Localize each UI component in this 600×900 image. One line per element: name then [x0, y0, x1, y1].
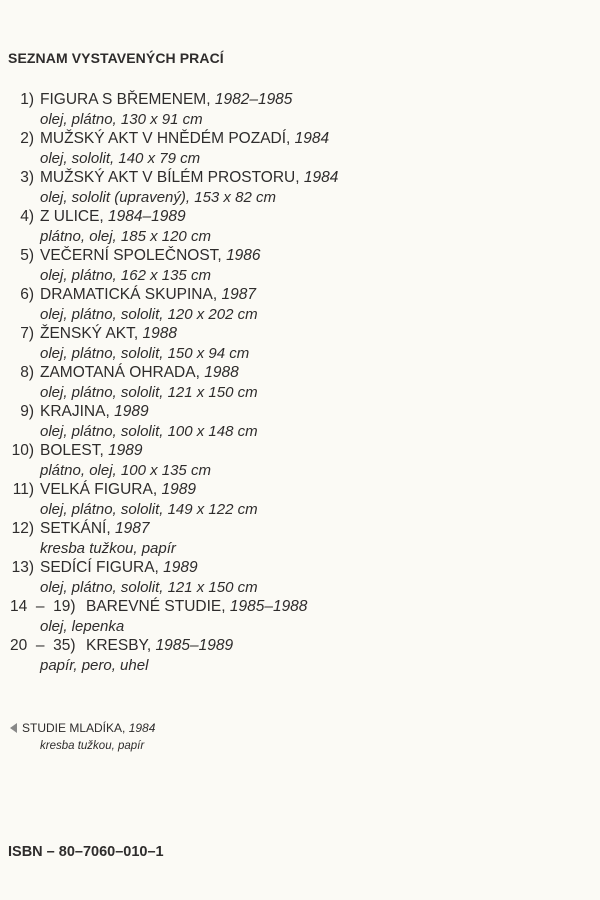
work-name: SEDÍCÍ FIGURA, [40, 559, 159, 576]
work-title-row [0, 168, 560, 188]
work-title [40, 90, 292, 110]
work-number: 4) [20, 208, 34, 225]
work-year: 1988 [142, 325, 177, 342]
work-name: MUŽSKÝ AKT V HNĚDÉM POZADÍ, [40, 130, 291, 147]
work-year: 1988 [204, 364, 239, 381]
work-title-row [0, 636, 560, 656]
work-title-row [0, 558, 560, 578]
work-number: 20 – 35) [10, 637, 76, 654]
work-name: ŽENSKÝ AKT, [40, 325, 139, 342]
work-year: 1989 [108, 442, 143, 459]
work-medium: plátno, olej, 185 x 120 cm [40, 227, 211, 245]
work-medium: olej, plátno, 162 x 135 cm [40, 266, 211, 284]
work-medium: olej, plátno, sololit, 121 x 150 cm [40, 578, 258, 596]
work-title-row [0, 519, 560, 539]
work-medium: olej, sololit (upravený), 153 x 82 cm [40, 188, 276, 206]
work-year: 1989 [161, 481, 196, 498]
work-number: 14 – 19) [10, 598, 76, 615]
work-name: BOLEST, [40, 442, 104, 459]
work-year: 1982–1985 [214, 91, 293, 108]
work-medium: olej, sololit, 140 x 79 cm [40, 149, 201, 167]
work-title-row [0, 402, 560, 422]
work-title [86, 636, 233, 656]
work-name: DRAMATICKÁ SKUPINA, [40, 286, 218, 303]
work-title [40, 402, 149, 422]
work-name: Z ULICE, [40, 208, 104, 225]
work-year: 1985–1988 [229, 598, 308, 615]
work-year: 1984 [303, 169, 339, 186]
work-title [40, 207, 186, 227]
work-title [40, 558, 198, 578]
work-medium: papír, pero, uhel [40, 656, 149, 674]
work-title [40, 363, 239, 383]
works-list [0, 90, 560, 675]
work-title-row [0, 363, 560, 383]
work-medium: olej, plátno, sololit, 120 x 202 cm [40, 305, 258, 323]
work-title [40, 129, 329, 149]
isbn: ISBN – 80–7060–010–1 [8, 844, 164, 860]
work-number: 12) [11, 520, 34, 537]
work-title [40, 480, 196, 500]
work-number: 3) [20, 169, 34, 186]
work-title-row [0, 129, 560, 149]
work-number: 10) [11, 442, 34, 459]
work-title-row [0, 441, 560, 461]
work-medium: kresba tužkou, papír [40, 539, 176, 557]
work-year: 1985–1989 [155, 637, 234, 654]
work-title [40, 441, 143, 461]
work-number: 6) [20, 286, 34, 303]
work-year: 1989 [114, 403, 149, 420]
figure-caption [10, 721, 155, 735]
work-title-row [0, 90, 560, 110]
work-medium: olej, plátno, sololit, 149 x 122 cm [40, 500, 258, 518]
caption-medium: kresba tužkou, papír [40, 740, 145, 752]
work-title [40, 168, 338, 188]
work-title-row [0, 285, 560, 305]
work-title [40, 246, 261, 266]
work-number: 13) [11, 559, 34, 576]
caption-title: STUDIE MLADÍKA, [22, 721, 126, 735]
work-name: FIGURA S BŘEMENEM, [40, 91, 211, 108]
work-medium: olej, plátno, sololit, 100 x 148 cm [40, 422, 258, 440]
work-number: 2) [20, 130, 34, 147]
work-title [40, 324, 177, 344]
work-year: 1987 [114, 520, 150, 537]
left-triangle-icon [10, 723, 17, 733]
work-medium: olej, plátno, sololit, 150 x 94 cm [40, 344, 250, 362]
work-number: 11) [12, 481, 34, 498]
work-name: KRESBY, [86, 637, 152, 654]
page-title: SEZNAM VYSTAVENÝCH PRACÍ [8, 50, 224, 66]
work-title-row [0, 597, 560, 617]
work-title-row [0, 480, 560, 500]
work-title [86, 597, 307, 617]
work-name: ZAMOTANÁ OHRADA, [40, 364, 200, 381]
caption-year: 1984 [128, 721, 156, 735]
work-year: 1984 [294, 130, 330, 147]
work-year: 1986 [226, 247, 261, 264]
work-year: 1989 [163, 559, 198, 576]
work-year: 1984–1989 [108, 208, 186, 225]
work-name: SETKÁNÍ, [40, 520, 111, 537]
work-medium: plátno, olej, 100 x 135 cm [40, 461, 211, 479]
work-title-row [0, 246, 560, 266]
work-title [40, 519, 149, 539]
work-name: MUŽSKÝ AKT V BÍLÉM PROSTORU, [40, 169, 300, 186]
work-medium: olej, plátno, 130 x 91 cm [40, 110, 203, 128]
work-name: VEČERNÍ SPOLEČNOST, [40, 247, 222, 264]
work-number: 1) [20, 91, 34, 108]
work-number: 7) [20, 325, 34, 342]
work-number: 8) [20, 364, 34, 381]
work-name: KRAJINA, [40, 403, 110, 420]
work-name: BAREVNÉ STUDIE, [86, 598, 226, 615]
work-number: 9) [20, 403, 34, 420]
work-medium: olej, lepenka [40, 617, 125, 635]
work-title-row [0, 207, 560, 227]
work-title-row [0, 324, 560, 344]
work-year: 1987 [221, 286, 256, 303]
work-number: 5) [20, 247, 34, 264]
work-title [40, 285, 256, 305]
work-name: VELKÁ FIGURA, [40, 481, 158, 498]
work-medium: olej, plátno, sololit, 121 x 150 cm [40, 383, 258, 401]
